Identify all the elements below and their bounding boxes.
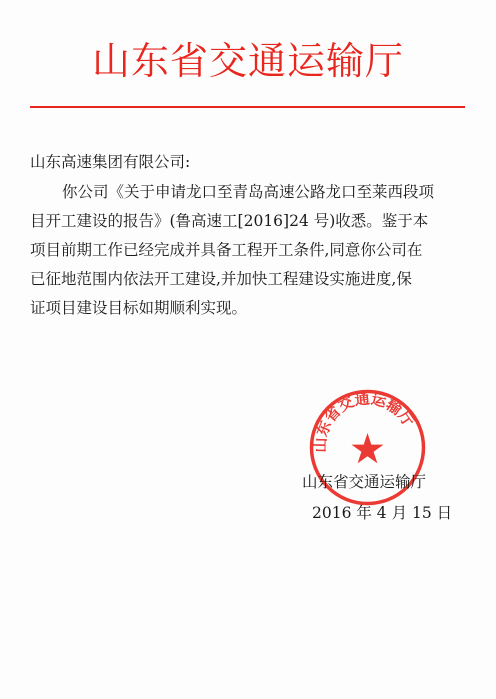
- svg-text:山东省交通运输厅: 山东省交通运输厅: [311, 389, 418, 453]
- letter-body: [30, 178, 470, 323]
- issuer-header-title: 山东省交通运输厅: [91, 39, 404, 83]
- recipient-salutation: 山东高速集团有限公司:: [30, 153, 191, 171]
- signing-authority: 山东省交通运输厅: [302, 473, 427, 491]
- body-line: 你公司《关于申请龙口至青岛高速公路龙口至莱西段项: [62, 183, 435, 201]
- signing-date: 2016 年 4 月 15 日: [312, 504, 453, 522]
- body-line: 证项目建设目标如期顺利实现。: [30, 299, 248, 317]
- body-line: 目开工建设的报告》(鲁高速工[2016]24 号)收悉。鉴于本: [30, 212, 429, 230]
- body-line: 项目前期工作已经完成并具备工程开工条件,同意你公司在: [30, 241, 423, 259]
- body-line: 已征地范围内依法开工建设,并加快工程建设实施进度,保: [30, 270, 412, 288]
- header-divider: [30, 106, 465, 108]
- seal-star-icon: [352, 433, 384, 463]
